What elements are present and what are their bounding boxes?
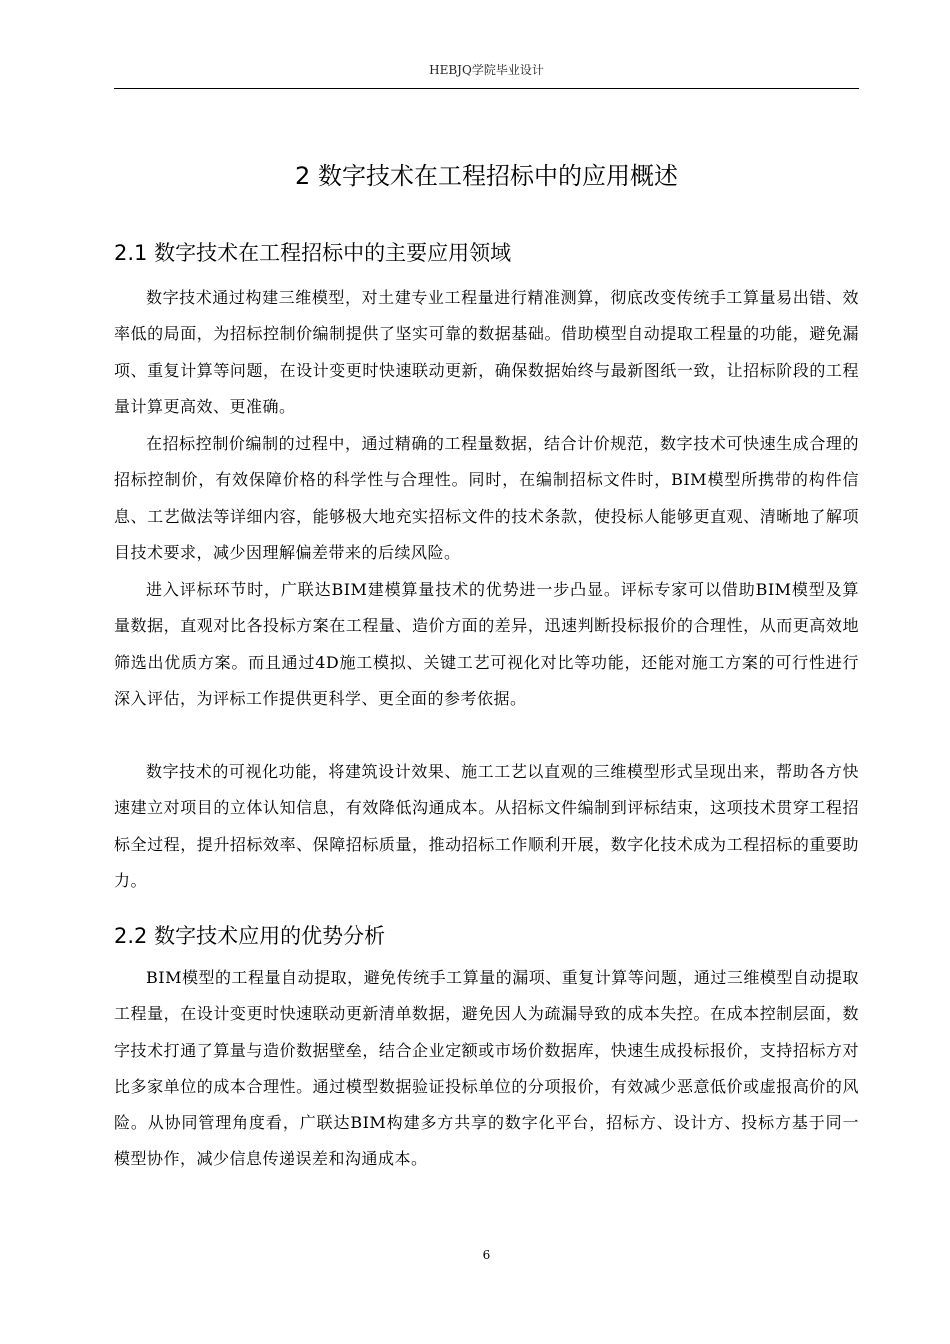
paragraph-2-1-c: 进入评标环节时，广联达BIM建模算量技术的优势进一步凸显。评标专家可以借助BIM模型及算量数据，直观对比各投标方案在工程量、造价方面的差异，迅速判断投标报价的合理性，从而更高效地筛选出优质方案。而且通过4D施工模拟、关键工艺可视化对比等功能，还能对施工方案的可行性进行深入评估，为评标工作提供更科学、更全面的参考依据。 (114, 580, 859, 708)
paragraph-2-1-b: 在招标控制价编制的过程中，通过精确的工程量数据，结合计价规范，数字技术可快速生成合理的招标控制价，有效保障价格的科学性与合理性。同时，在编制招标文件时，BIM模型所携带的构件信息、工艺做法等详细内容，能够极大地充实招标文件的技术条款，使投标人能够更直观、清晰地了解项目技术要求，减少因理解偏差带来的后续风险。 (114, 434, 859, 562)
chapter-title: 2 数字技术在工程招标中的应用概述 (295, 162, 678, 190)
header-rule (114, 88, 859, 89)
section-heading-2-1: 2.1 数字技术在工程招标中的主要应用领域 (114, 241, 512, 265)
section-heading-2-2: 2.2 数字技术应用的优势分析 (114, 924, 386, 948)
paragraph-2-1-d: 数字技术的可视化功能，将建筑设计效果、施工工艺以直观的三维模型形式呈现出来，帮助各方快速建立对项目的立体认知信息，有效降低沟通成本。从招标文件编制到评标结束，这项技术贯穿工程招标全过程，提升招标效率、保障招标质量，推动招标工作顺利开展，数字化技术成为工程招标的重要助力。 (114, 762, 859, 890)
paragraph-2-2-a: BIM模型的工程量自动提取，避免传统手工算量的漏项、重复计算等问题，通过三维模型自动提取工程量，在设计变更时快速联动更新清单数据，避免因人为疏漏导致的成本失控。在成本控制层面，数字技术打通了算量与造价数据壁垒，结合企业定额或市场价数据库，快速生成投标报价，支持招标方对比多家单位的成本合理性。通过模型数据验证投标单位的分项报价，有效减少恶意低价或虚报高价的风险。从协同管理角度看，广联达BIM构建多方共享的数字化平台，招标方、设计方、投标方基于同一模型协作，减少信息传递误差和沟通成本。 (114, 968, 859, 1169)
page-number: 6 (482, 1248, 491, 1262)
running-header: HEBJQ学院毕业设计 (429, 63, 544, 77)
paragraph-2-1-a: 数字技术通过构建三维模型，对土建专业工程量进行精准测算，彻底改变传统手工算量易出错、效率低的局面，为招标控制价编制提供了坚实可靠的数据基础。借助模型自动提取工程量的功能，避免漏项、重复计算等问题，在设计变更时快速联动更新，确保数据始终与最新图纸一致，让招标阶段的工程量计算更高效、更准确。 (114, 288, 859, 416)
